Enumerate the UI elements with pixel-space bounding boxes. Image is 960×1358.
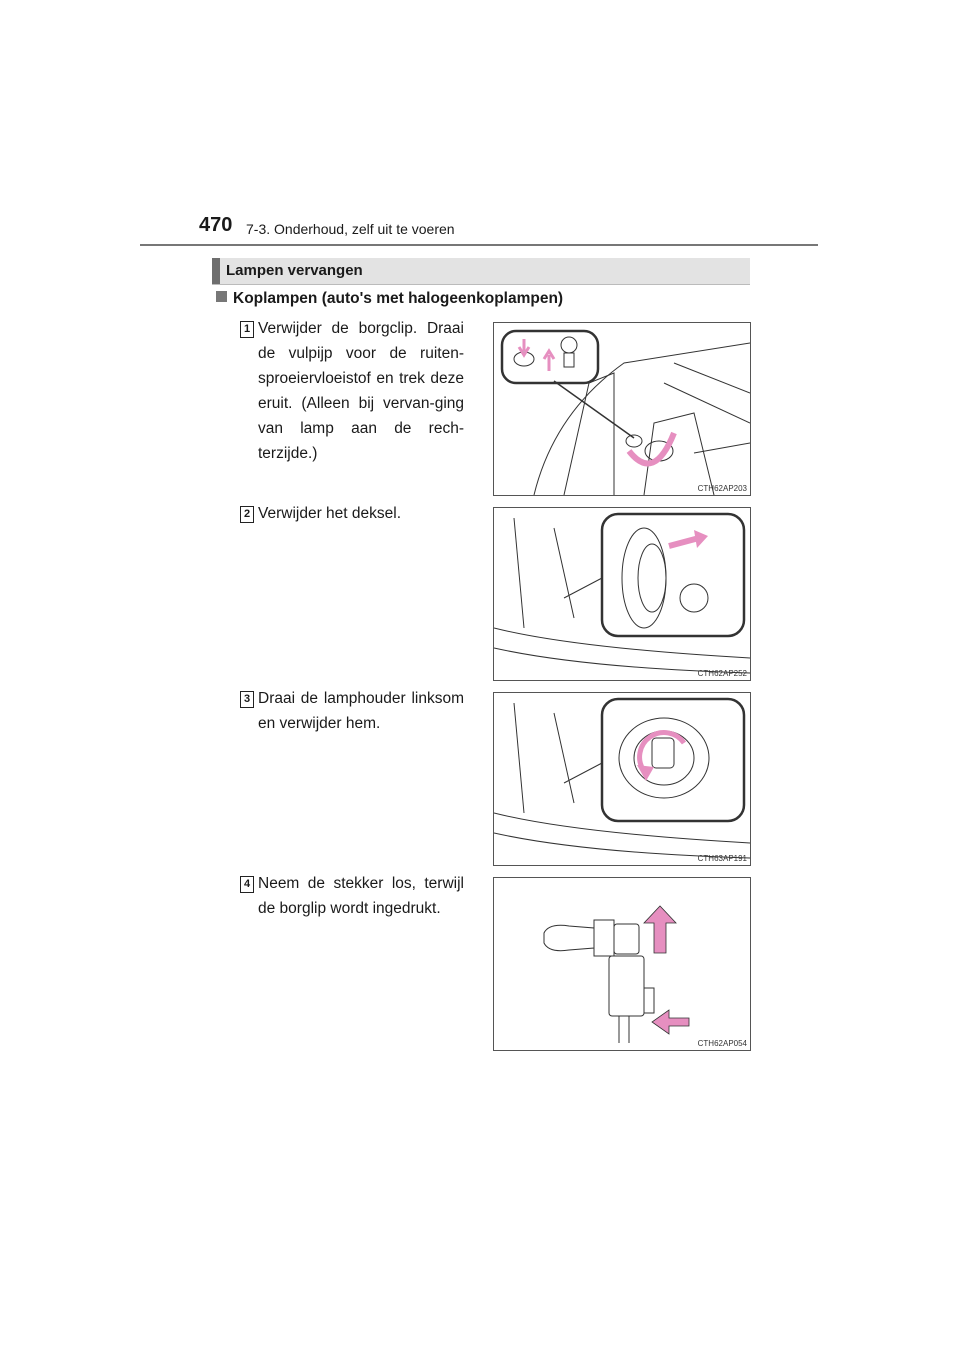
step-text: Neem de stekker los, terwijl de borglip wordt ingedrukt.: [258, 875, 464, 917]
step-number: 3: [240, 691, 254, 708]
figure-code: CTH62AP252: [697, 669, 747, 678]
step-number: 2: [240, 506, 254, 523]
step-number: 4: [240, 876, 254, 893]
chapter-title: 7-3. Onderhoud, zelf uit te voeren: [246, 221, 455, 237]
section-header: [212, 258, 750, 285]
step-text: Verwijder het deksel.: [258, 505, 402, 522]
figure-washer-filler-pipe: [493, 322, 751, 496]
figure-remove-cover: [493, 507, 751, 681]
page-number: 470: [199, 214, 233, 236]
step-text: Verwijder de borgclip. Draai de vulpijp voor de ruiten-sproeiervloeistof en trek deze eruit. (Alleen bij vervan-ging van lamp aan de rech-terzijde.): [258, 320, 464, 462]
header-divider: [140, 244, 818, 246]
bulb-connector-illustration: [494, 878, 750, 1050]
section-title: Lampen vervangen: [226, 262, 363, 279]
figure-turn-lamp-holder: [493, 692, 751, 866]
subsection-title: [216, 290, 563, 308]
lamp-holder-illustration: [494, 693, 750, 865]
headlamp-cover-illustration: [494, 508, 750, 680]
step-text: Draai de lamphouder linksom en verwijder hem.: [258, 690, 464, 732]
section-stripe: [212, 258, 220, 284]
subsection-title-text: Koplampen (auto's met halogeenkoplampen): [233, 290, 564, 307]
figure-code: CTH62AP203: [697, 484, 747, 493]
engine-bay-illustration: [494, 323, 750, 495]
figure-code: CTH63AP191: [697, 854, 747, 863]
figure-disconnect-connector: [493, 877, 751, 1051]
square-bullet-icon: [216, 291, 227, 302]
step-number: 1: [240, 321, 254, 338]
figure-code: CTH62AP054: [697, 1039, 747, 1048]
